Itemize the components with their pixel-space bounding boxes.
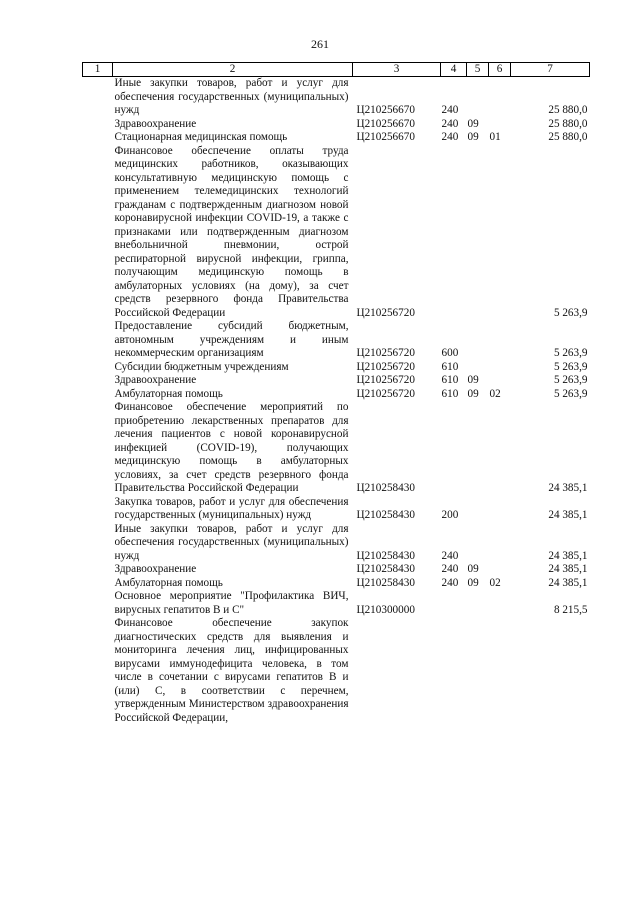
section-code (467, 617, 489, 725)
item-name: Здравоохранение (114, 374, 197, 386)
target-article-code: Ц210300000 (356, 603, 415, 616)
section-code: 09 (467, 131, 479, 143)
table-row (83, 563, 590, 577)
item-name: Иные закупки товаров, работ и услуг для обеспечения государственных (муниципальных) нужд (114, 522, 349, 562)
section-code: 09 (467, 576, 479, 589)
amount: 25 880,0 (548, 104, 588, 116)
item-name: Иные закупки товаров, работ и услуг для обеспечения государственных (муниципальных) нужд (114, 77, 349, 116)
subsection-code (489, 118, 511, 132)
target-article-code: Ц210258430 (356, 482, 415, 494)
section-code (467, 523, 489, 564)
subsection-code: 02 (489, 387, 501, 400)
target-article-code: Ц210256720 (356, 306, 415, 319)
item-name: Стационарная медицинская помощь (114, 131, 288, 143)
table-row (83, 118, 590, 132)
row-number-cell (83, 496, 113, 523)
target-article-code: Ц210256720 (356, 387, 415, 400)
subsection-code (489, 496, 511, 523)
expense-type-code: 200 (441, 509, 459, 521)
amount: 8 215,5 (553, 603, 588, 616)
expense-type-code: 610 (441, 360, 459, 373)
table-row (83, 590, 590, 617)
target-article-code (353, 617, 441, 725)
section-code (467, 361, 489, 375)
row-number-cell (83, 577, 113, 591)
table-row (83, 77, 590, 118)
section-code: 09 (467, 563, 479, 575)
item-name: Финансовое обеспечение закупок диагностических средств для выявления и мониторинга лечения лиц, инфицированных вирусами иммунодефицита человека, в том числе в сочетании с вирусами гепатитов В и (или) С, в соответствии с перечнем, утвержденным Министерством здравоохранения Российской Федерации, (114, 617, 349, 724)
row-number-cell (83, 617, 113, 725)
header-col-7: 7 (511, 63, 590, 77)
expense-type-code: 610 (441, 387, 459, 400)
expense-type-code (441, 590, 467, 617)
expense-type-code: 610 (441, 374, 459, 386)
subsection-code (489, 523, 511, 564)
item-name: Финансовое обеспечение оплаты труда медицинских работников, оказывающих консультативную медицинскую помощь с применением телемедицинских технологий гражданам с подтвержденным диагнозом новой коронавирусной инфекции COVID-19, а также с признаками или подтвержденным диагнозом внебольничной пневмонии, острой респираторной вирусной инфекции, гриппа, получающим медицинскую помощь в амбулаторных условиях (на дому), за счет средств резервного фонда Правительства Российской Федерации (114, 144, 349, 319)
subsection-code (489, 145, 511, 321)
expense-type-code (441, 145, 467, 321)
item-name: Основное мероприятие "Профилактика ВИЧ, вирусных гепатитов В и С" (114, 590, 349, 616)
target-article-code: Ц210258430 (356, 563, 415, 575)
row-number-cell (83, 145, 113, 321)
item-name: Амбулаторная помощь (114, 576, 223, 589)
budget-table (82, 62, 590, 725)
header-col-4: 4 (441, 63, 467, 77)
item-name: Закупка товаров, работ и услуг для обеспечения государственных (муниципальных) нужд (114, 495, 349, 521)
section-code (467, 590, 489, 617)
row-number-cell (83, 118, 113, 132)
row-number-cell (83, 401, 113, 496)
header-col-3: 3 (353, 63, 441, 77)
item-name: Субсидии бюджетным учреждениям (114, 360, 289, 373)
target-article-code: Ц210256670 (356, 104, 415, 116)
row-number-cell (83, 361, 113, 375)
subsection-code (489, 361, 511, 375)
expense-type-code: 240 (441, 117, 459, 130)
section-code (467, 401, 489, 496)
table-row (83, 577, 590, 591)
target-article-code: Ц210258430 (356, 549, 415, 562)
header-col-2: 2 (113, 63, 353, 77)
item-name: Здравоохранение (114, 117, 197, 130)
expense-type-code: 240 (441, 563, 459, 575)
item-name: Финансовое обеспечение мероприятий по приобретению лекарственных препаратов для лечения пациентов с новой коронавирусной инфекцией (COVID-19), получающих медицинскую помощь в амбулаторных условиях, за счет средств резервного фонда Правительства Российской Федерации (114, 401, 349, 494)
amount: 5 263,9 (553, 347, 588, 359)
amount: 24 385,1 (548, 563, 588, 575)
subsection-code (489, 401, 511, 496)
row-number-cell (83, 388, 113, 402)
table-row (83, 145, 590, 321)
subsection-code (489, 77, 511, 118)
subsection-code (489, 617, 511, 725)
target-article-code: Ц210256670 (356, 117, 415, 130)
target-article-code: Ц210256720 (356, 360, 415, 373)
row-number-cell (83, 320, 113, 361)
section-code (467, 145, 489, 321)
table-row (83, 401, 590, 496)
row-number-cell (83, 563, 113, 577)
row-number-cell (83, 590, 113, 617)
table-header (83, 63, 590, 77)
expense-type-code: 600 (441, 347, 459, 359)
target-article-code: Ц210256670 (356, 131, 415, 143)
table-row (83, 388, 590, 402)
section-code: 09 (467, 117, 479, 130)
row-number-cell (83, 77, 113, 118)
table-row (83, 320, 590, 361)
target-article-code: Ц210256720 (356, 374, 415, 386)
page-number: 261 (311, 37, 329, 51)
target-article-code: Ц210258430 (356, 509, 415, 521)
header-col-1: 1 (83, 63, 113, 77)
subsection-code (489, 320, 511, 361)
amount: 24 385,1 (548, 482, 588, 494)
expense-type-code (441, 401, 467, 496)
row-number-cell (83, 374, 113, 388)
amount: 25 880,0 (548, 117, 588, 130)
amount (511, 617, 590, 725)
subsection-code: 02 (489, 576, 501, 589)
amount: 25 880,0 (548, 131, 588, 143)
expense-type-code (441, 617, 467, 725)
table-body (83, 77, 590, 726)
expense-type-code: 240 (441, 549, 459, 562)
table-row (83, 617, 590, 725)
table-row (83, 131, 590, 145)
amount: 5 263,9 (553, 360, 588, 373)
section-code (467, 77, 489, 118)
section-code: 09 (467, 387, 479, 400)
table-row (83, 361, 590, 375)
section-code (467, 320, 489, 361)
subsection-code: 01 (489, 131, 501, 143)
row-number-cell (83, 131, 113, 145)
item-name: Амбулаторная помощь (114, 387, 223, 400)
section-code (467, 496, 489, 523)
subsection-code (489, 590, 511, 617)
amount: 5 263,9 (553, 306, 588, 319)
expense-type-code: 240 (441, 104, 459, 116)
amount: 5 263,9 (553, 387, 588, 400)
table-row (83, 523, 590, 564)
target-article-code: Ц210258430 (356, 576, 415, 589)
header-col-6: 6 (489, 63, 511, 77)
amount: 24 385,1 (548, 549, 588, 562)
expense-type-code: 240 (441, 131, 459, 143)
table-row (83, 496, 590, 523)
amount: 24 385,1 (548, 576, 588, 589)
header-col-5: 5 (467, 63, 489, 77)
subsection-code (489, 374, 511, 388)
table-row (83, 374, 590, 388)
target-article-code: Ц210256720 (356, 347, 415, 359)
section-code: 09 (467, 374, 479, 386)
subsection-code (489, 563, 511, 577)
expense-type-code: 240 (441, 576, 459, 589)
row-number-cell (83, 523, 113, 564)
amount: 24 385,1 (548, 509, 588, 521)
item-name: Предоставление субсидий бюджетным, автономным учреждениям и иным некоммерческим организациям (114, 320, 349, 359)
amount: 5 263,9 (553, 374, 588, 386)
item-name: Здравоохранение (114, 563, 197, 575)
